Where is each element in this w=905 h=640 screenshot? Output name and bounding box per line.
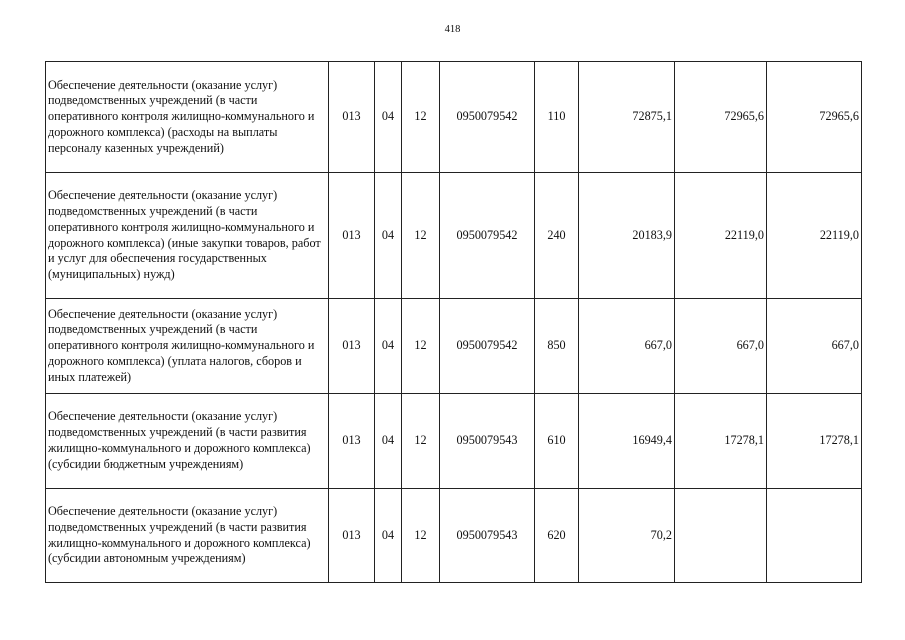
section-code-cell: 04 bbox=[375, 299, 402, 394]
amount-year1-cell: 20183,9 bbox=[579, 173, 675, 299]
section-code-cell: 04 bbox=[375, 489, 402, 583]
expense-type-cell: 240 bbox=[535, 173, 579, 299]
subsection-code-cell: 12 bbox=[402, 62, 440, 173]
expense-name-cell: Обеспечение деятельности (оказание услуг) подведомственных учреждений (в части оперативного контроля жилищно-коммунального и дорожного комплекса) (иные закупки товаров, работ и услуг для обеспечения государственных (муниципальных) нужд) bbox=[46, 173, 329, 299]
expense-type-cell: 610 bbox=[535, 394, 579, 489]
amount-year2-cell: 17278,1 bbox=[675, 394, 767, 489]
amount-year2-cell bbox=[675, 489, 767, 583]
department-code-cell: 013 bbox=[329, 299, 375, 394]
table-row bbox=[46, 173, 862, 299]
department-code-cell: 013 bbox=[329, 394, 375, 489]
section-code-cell: 04 bbox=[375, 62, 402, 173]
target-article-cell: 0950079543 bbox=[440, 489, 535, 583]
target-article-cell: 0950079542 bbox=[440, 173, 535, 299]
expense-type-cell: 850 bbox=[535, 299, 579, 394]
table-row bbox=[46, 62, 862, 173]
expense-type-cell: 620 bbox=[535, 489, 579, 583]
subsection-code-cell: 12 bbox=[402, 173, 440, 299]
amount-year2-cell: 667,0 bbox=[675, 299, 767, 394]
expense-name-cell: Обеспечение деятельности (оказание услуг) подведомственных учреждений (в части оперативного контроля жилищно-коммунального и дорожного комплекса) (уплата налогов, сборов и иных платежей) bbox=[46, 299, 329, 394]
amount-year1-cell: 70,2 bbox=[579, 489, 675, 583]
expense-type-cell: 110 bbox=[535, 62, 579, 173]
amount-year2-cell: 72965,6 bbox=[675, 62, 767, 173]
section-code-cell: 04 bbox=[375, 173, 402, 299]
amount-year3-cell: 667,0 bbox=[767, 299, 862, 394]
section-code-cell: 04 bbox=[375, 394, 402, 489]
amount-year3-cell: 17278,1 bbox=[767, 394, 862, 489]
amount-year3-cell bbox=[767, 489, 862, 583]
department-code-cell: 013 bbox=[329, 173, 375, 299]
subsection-code-cell: 12 bbox=[402, 489, 440, 583]
target-article-cell: 0950079542 bbox=[440, 62, 535, 173]
page-number: 418 bbox=[444, 24, 461, 35]
table-row bbox=[46, 489, 862, 583]
amount-year3-cell: 72965,6 bbox=[767, 62, 862, 173]
subsection-code-cell: 12 bbox=[402, 299, 440, 394]
budget-table bbox=[45, 61, 862, 583]
table-row bbox=[46, 394, 862, 489]
department-code-cell: 013 bbox=[329, 489, 375, 583]
department-code-cell: 013 bbox=[329, 62, 375, 173]
expense-name-cell: Обеспечение деятельности (оказание услуг) подведомственных учреждений (в части развития жилищно-коммунального и дорожного комплекса) (субсидии автономным учреждениям) bbox=[46, 489, 329, 583]
amount-year1-cell: 72875,1 bbox=[579, 62, 675, 173]
subsection-code-cell: 12 bbox=[402, 394, 440, 489]
table-row bbox=[46, 299, 862, 394]
expense-name-cell: Обеспечение деятельности (оказание услуг) подведомственных учреждений (в части оперативного контроля жилищно-коммунального и дорожного комплекса) (расходы на выплаты персоналу казенных учреждений) bbox=[46, 62, 329, 173]
target-article-cell: 0950079542 bbox=[440, 299, 535, 394]
amount-year2-cell: 22119,0 bbox=[675, 173, 767, 299]
amount-year3-cell: 22119,0 bbox=[767, 173, 862, 299]
amount-year1-cell: 667,0 bbox=[579, 299, 675, 394]
target-article-cell: 0950079543 bbox=[440, 394, 535, 489]
expense-name-cell: Обеспечение деятельности (оказание услуг) подведомственных учреждений (в части развития жилищно-коммунального и дорожного комплекса) (субсидии бюджетным учреждениям) bbox=[46, 394, 329, 489]
amount-year1-cell: 16949,4 bbox=[579, 394, 675, 489]
